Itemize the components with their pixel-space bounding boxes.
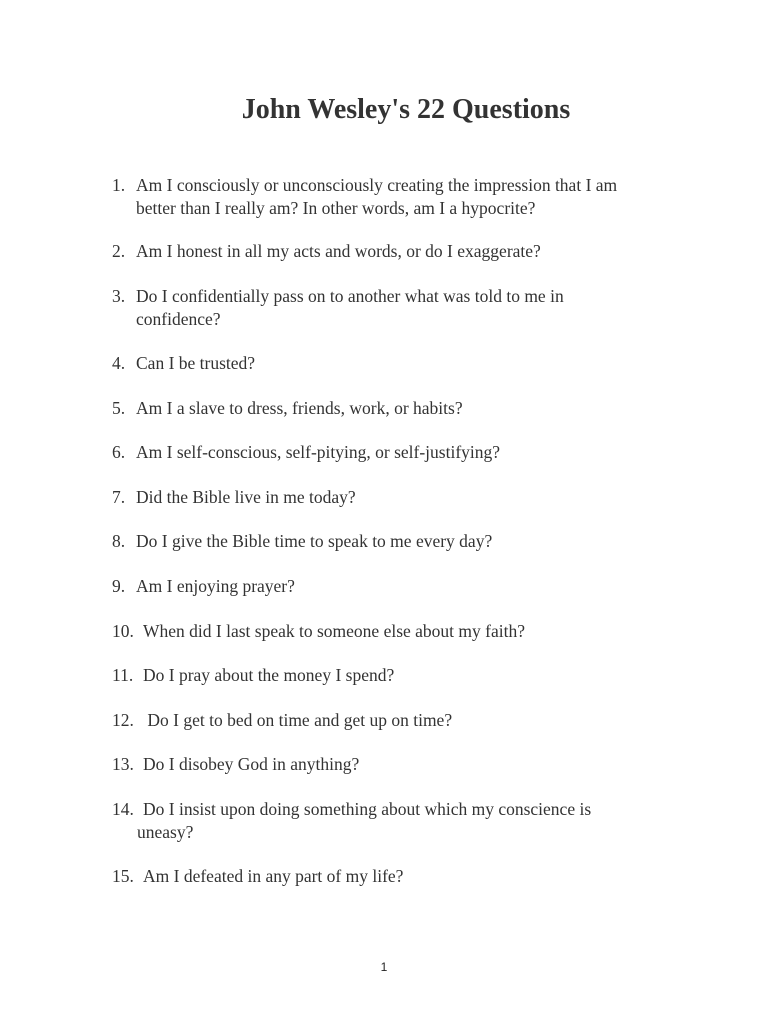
item-text-continued: uneasy? — [137, 821, 194, 842]
item-text: Do I pray about the money I spend? — [143, 665, 395, 685]
list-item — [112, 620, 672, 643]
page-number: 1 — [380, 960, 388, 974]
item-text-continued: better than I really am? In other words, am I a hypocrite? — [136, 197, 536, 218]
item-text: Am I enjoying prayer? — [136, 576, 295, 596]
item-text: Am I defeated in any part of my life? — [143, 866, 404, 886]
item-number: 7. — [112, 487, 126, 507]
page-title: John Wesley's 22 Questions — [241, 94, 571, 125]
item-number: 9. — [112, 576, 126, 596]
list-item — [112, 798, 672, 843]
item-number: 4. — [112, 353, 126, 373]
list-item — [112, 397, 672, 420]
item-text: When did I last speak to someone else about my faith? — [143, 621, 525, 641]
item-text: Do I give the Bible time to speak to me every day? — [136, 531, 493, 551]
item-text: Am I consciously or unconsciously creating the impression that I am — [136, 175, 618, 195]
item-text: Am I honest in all my acts and words, or do I exaggerate? — [136, 241, 541, 261]
item-text: Am I a slave to dress, friends, work, or habits? — [136, 398, 463, 418]
list-item — [112, 753, 672, 776]
list-item — [112, 530, 672, 553]
list-item — [112, 709, 672, 732]
list-item — [112, 441, 672, 464]
item-text: Can I be trusted? — [136, 353, 256, 373]
list-item — [112, 664, 672, 687]
item-number: 3. — [112, 286, 126, 306]
item-number: 6. — [112, 442, 126, 462]
item-text: Did the Bible live in me today? — [136, 487, 356, 507]
item-text: Do I get to bed on time and get up on time? — [143, 710, 453, 730]
item-text: Am I self-conscious, self-pitying, or self-justifying? — [136, 442, 501, 462]
item-number: 8. — [112, 531, 126, 551]
item-number: 12. — [112, 710, 134, 730]
item-number: 14. — [112, 799, 134, 819]
item-text: Do I disobey God in anything? — [143, 754, 360, 774]
list-item — [112, 285, 672, 330]
item-text-continued: confidence? — [136, 308, 221, 329]
item-number: 15. — [112, 866, 134, 886]
list-item — [112, 575, 672, 598]
item-number: 5. — [112, 398, 126, 418]
list-item — [112, 486, 672, 509]
list-item — [112, 240, 672, 263]
item-number: 2. — [112, 241, 126, 261]
list-item — [112, 352, 672, 375]
item-number: 1. — [112, 175, 126, 195]
item-text: Do I confidentially pass on to another what was told to me in — [136, 286, 564, 306]
list-item — [112, 174, 672, 219]
item-number: 13. — [112, 754, 134, 774]
item-text: Do I insist upon doing something about which my conscience is — [143, 799, 592, 819]
item-number: 10. — [112, 621, 134, 641]
list-item — [112, 865, 672, 888]
item-number: 11. — [112, 665, 134, 685]
